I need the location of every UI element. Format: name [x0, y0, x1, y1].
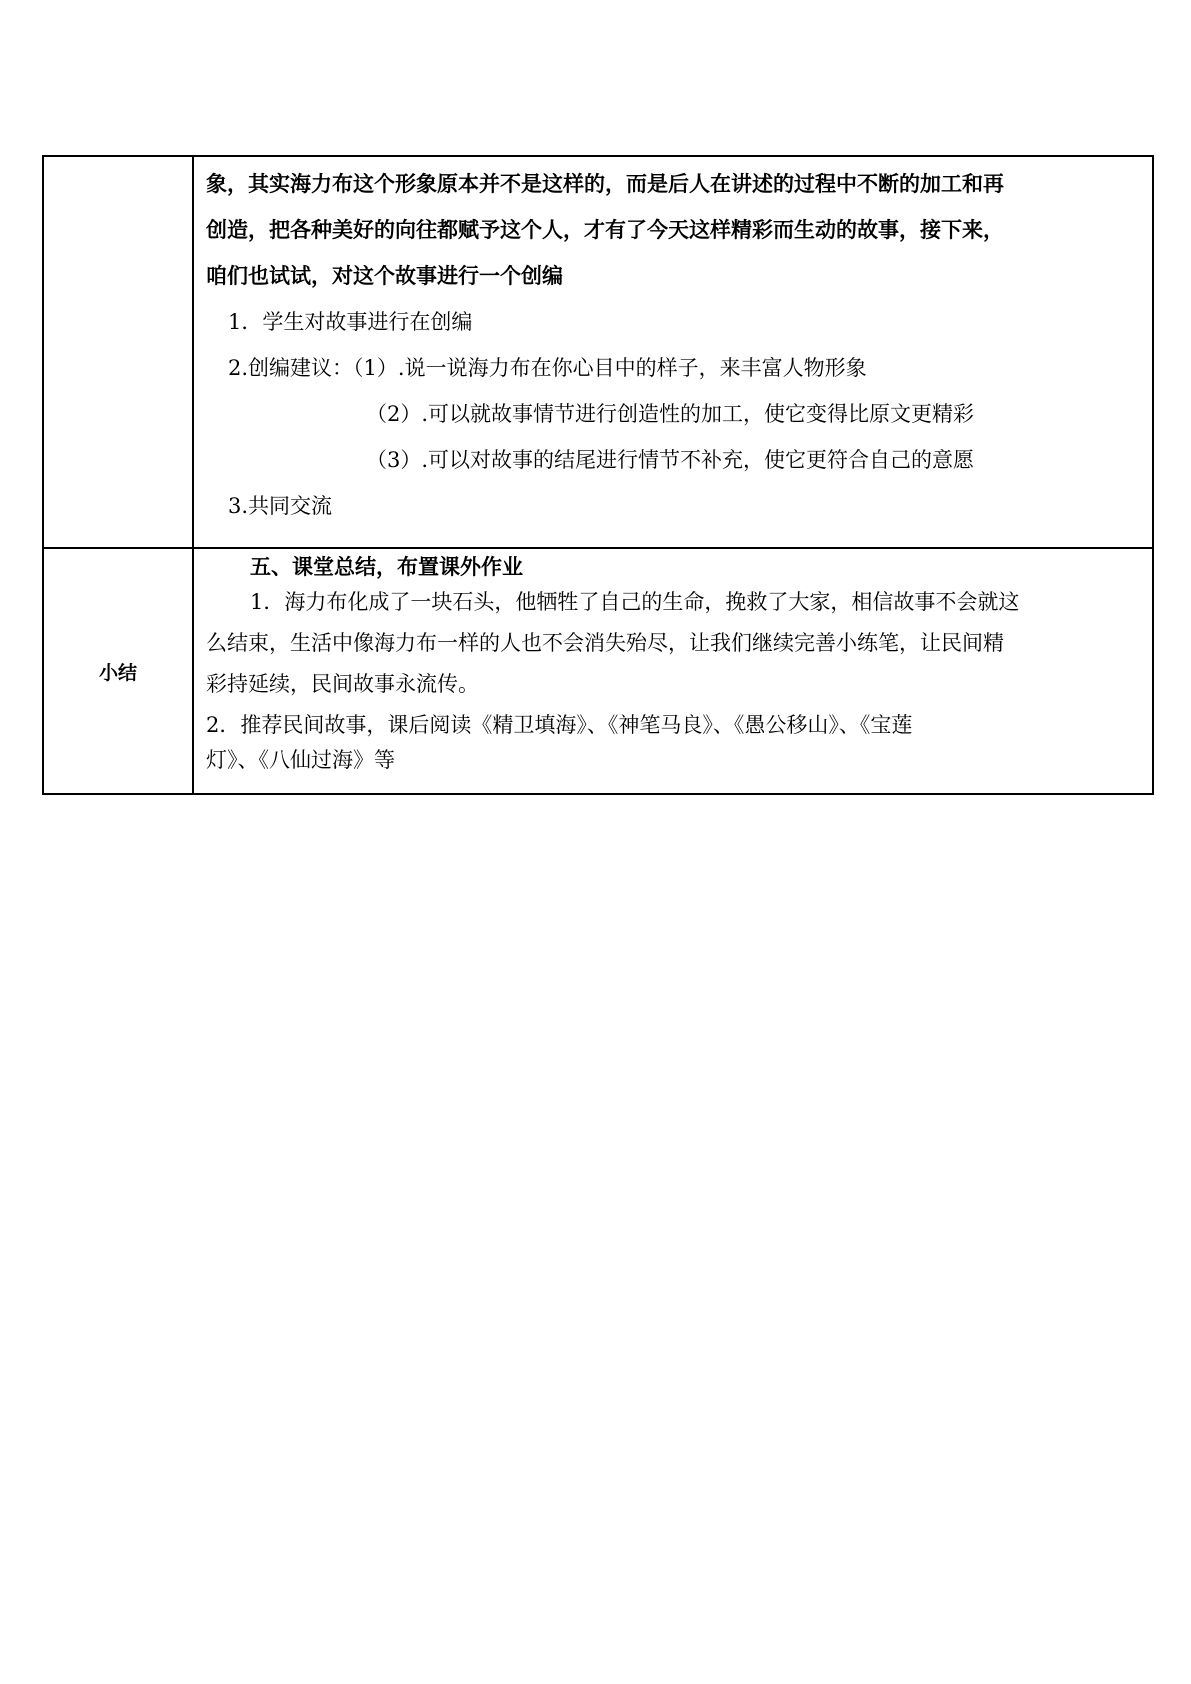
list-item: 2.创编建议：（1）.说一说海力布在你心目中的样子，来丰富人物形象: [228, 356, 867, 380]
list-item: （2）.可以就故事情节进行创造性的加工，使它变得比原文更精彩: [366, 402, 975, 426]
paragraph-line: 咱们也试试，对这个故事进行一个创编: [206, 264, 563, 288]
list-item: 3.共同交流: [228, 494, 333, 518]
section-heading: 五、课堂总结，布置课外作业: [250, 555, 523, 579]
paragraph-line: 么结束，生活中像海力布一样的人也不会消失殆尽，让我们继续完善小练笔，让民间精: [206, 631, 1004, 655]
row-label-cell: [43, 156, 193, 548]
paragraph-line: 1．海力布化成了一块石头，他牺牲了自己的生命，挽救了大家，相信故事不会就这: [250, 590, 1020, 614]
paragraph-line: 灯》、《八仙过海》等: [206, 748, 395, 772]
row-content-cell: [193, 156, 1153, 548]
table-row: [43, 548, 1153, 794]
row-label-cell: 小结: [43, 548, 193, 794]
paragraph-line: 2．推荐民间故事，课后阅读《精卫填海》、《神笔马良》、《愚公移山》、《宝莲: [206, 713, 913, 737]
row-content-cell: [193, 548, 1153, 794]
lesson-plan-table: [42, 155, 1154, 795]
paragraph-line: 创造，把各种美好的向往都赋予这个人，才有了今天这样精彩而生动的故事，接下来，: [206, 218, 1004, 242]
table-row: [43, 156, 1153, 548]
paragraph-line: 彩持延续，民间故事永流传。: [206, 672, 479, 696]
paragraph-line: 象，其实海力布这个形象原本并不是这样的，而是后人在讲述的过程中不断的加工和再: [206, 172, 1004, 196]
list-item: 1．学生对故事进行在创编: [228, 310, 473, 334]
list-item: （3）.可以对故事的结尾进行情节不补充，使它更符合自己的意愿: [366, 448, 975, 472]
